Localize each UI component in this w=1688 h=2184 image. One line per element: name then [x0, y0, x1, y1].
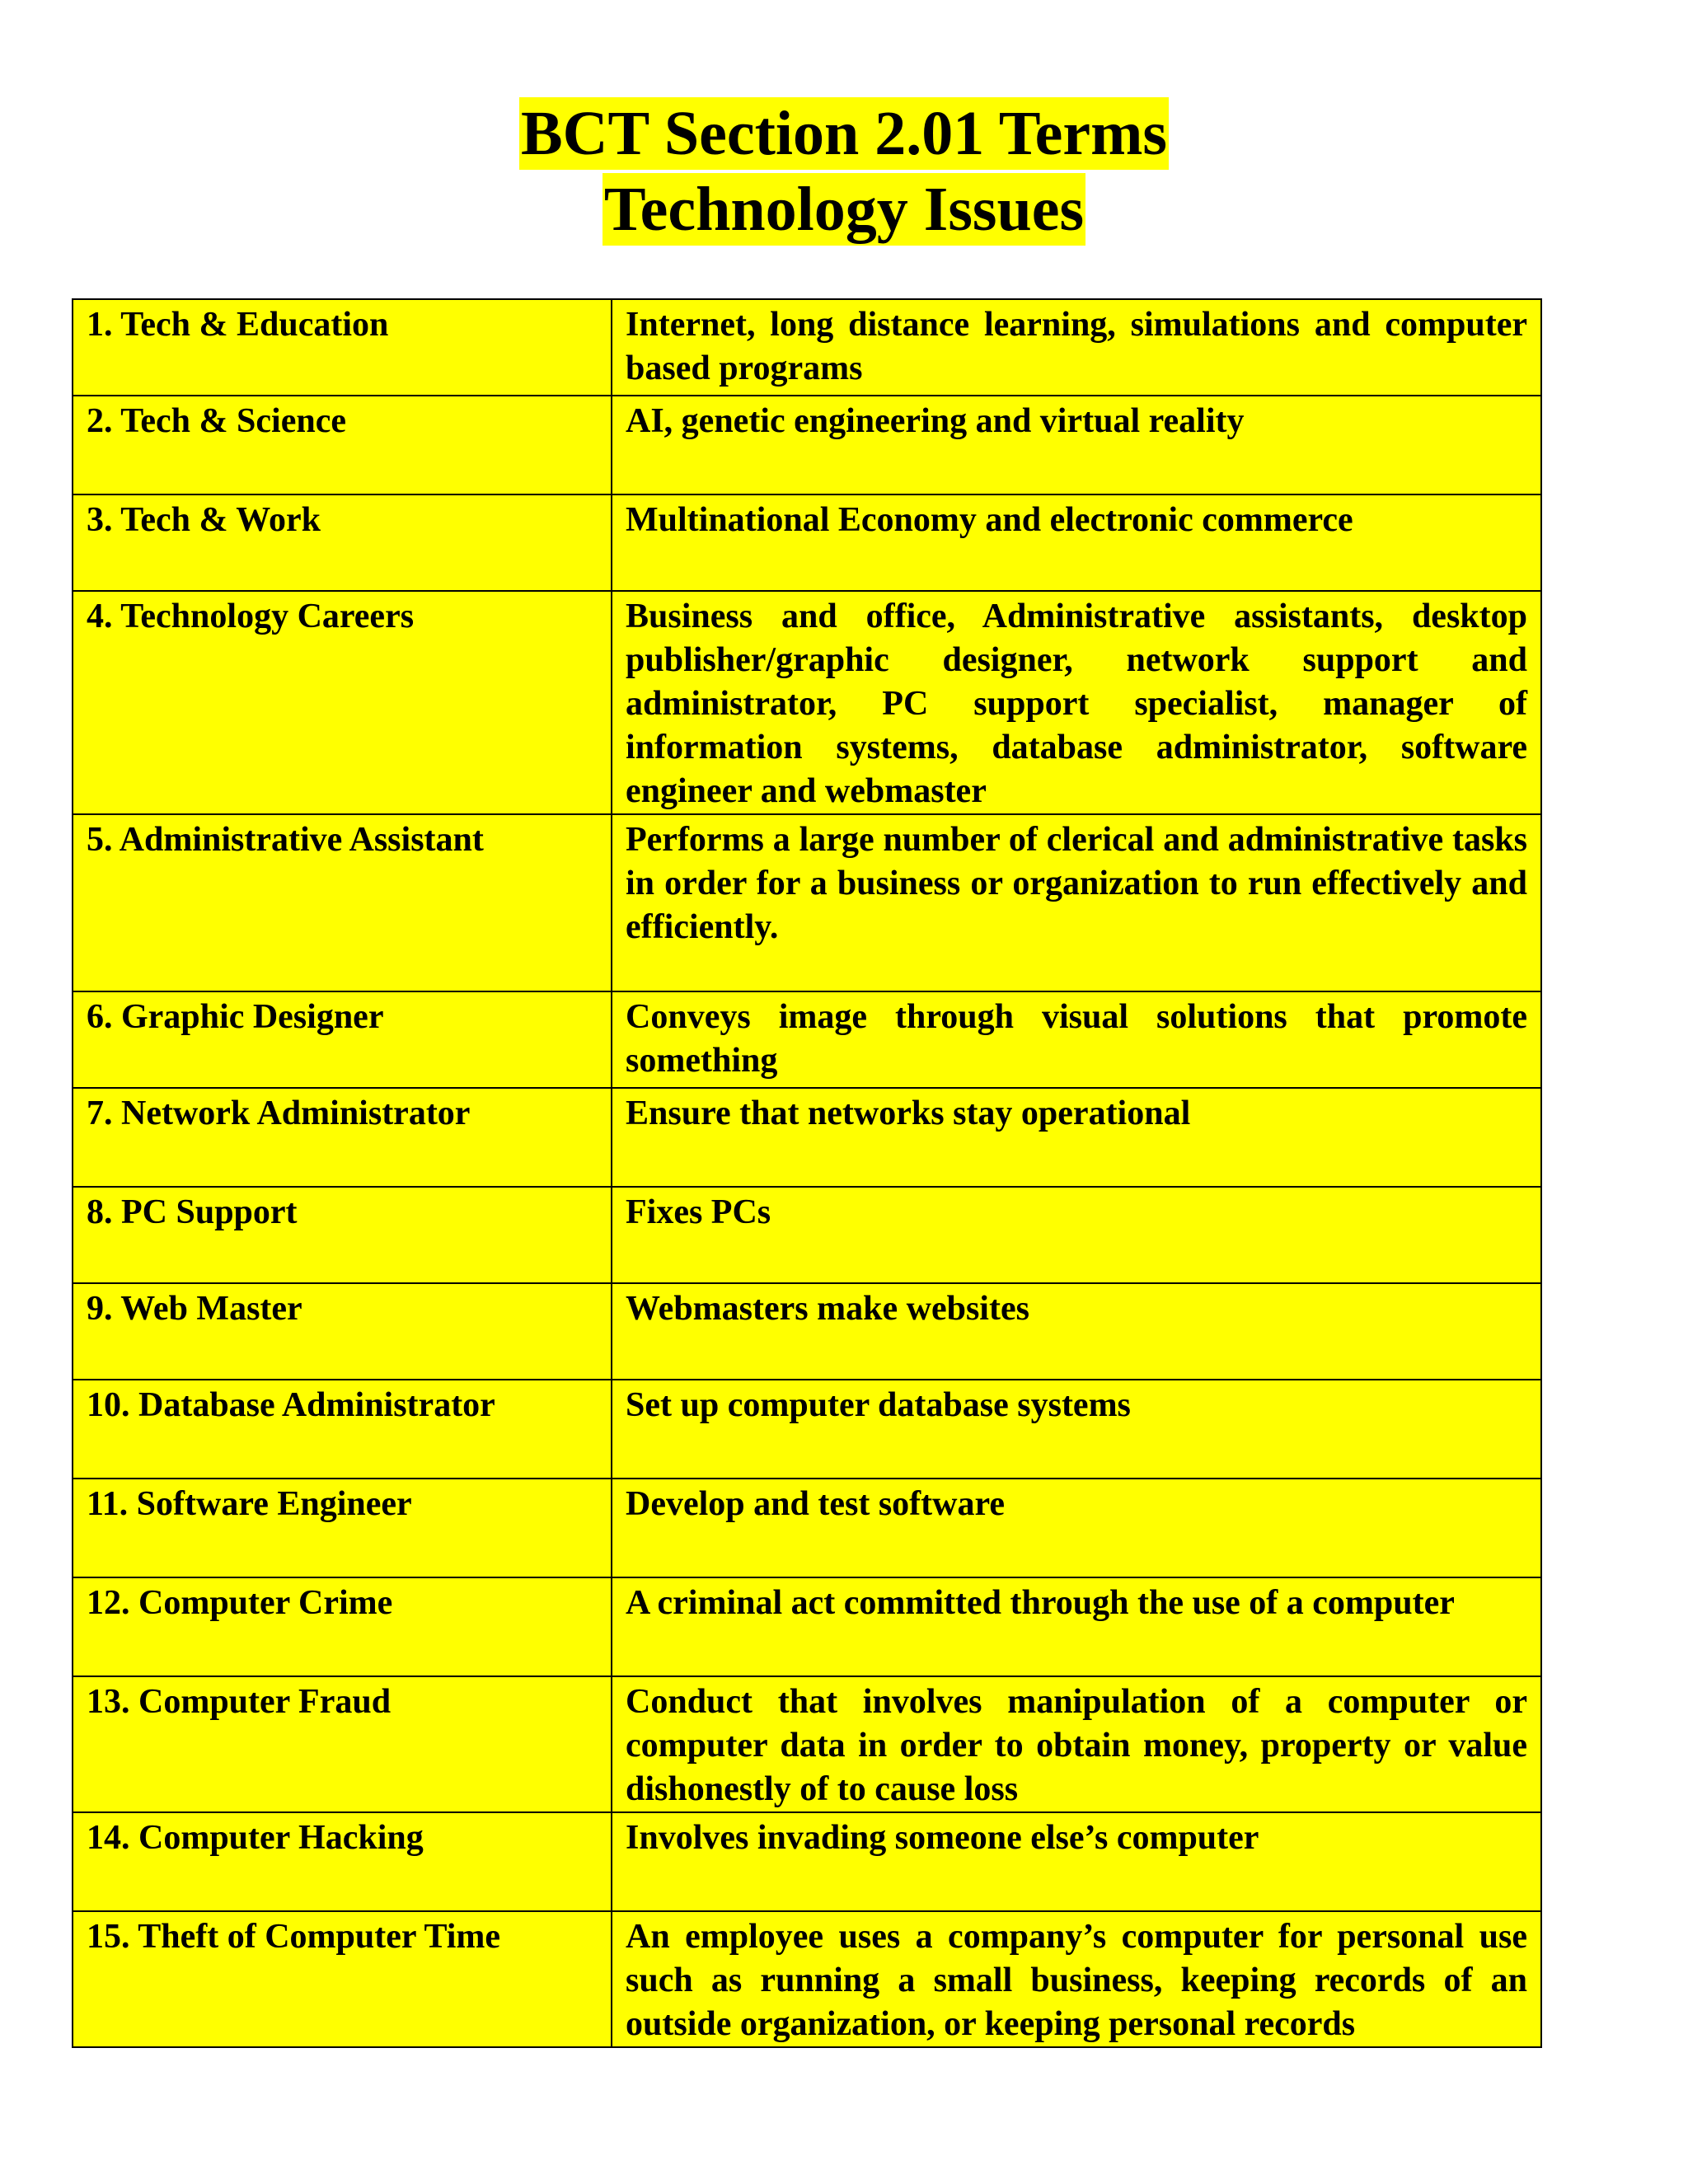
definition-cell: Ensure that networks stay operational [612, 1088, 1541, 1187]
table-row [73, 1088, 1541, 1187]
term-cell: 15. Theft of Computer Time [73, 1911, 612, 2047]
term-cell: 5. Administrative Assistant [73, 814, 612, 991]
term-cell: 10. Database Administrator [73, 1380, 612, 1479]
definition-cell: Set up computer database systems [612, 1380, 1541, 1479]
table-row [73, 1479, 1541, 1577]
table-row [73, 494, 1541, 591]
definition-cell: Performs a large number of clerical and administrative tasks in order for a business or organization to run effectively and efficiently. [612, 814, 1541, 991]
definition-cell: Multinational Economy and electronic commerce [612, 494, 1541, 591]
term-cell: 14. Computer Hacking [73, 1812, 612, 1911]
table-row [73, 991, 1541, 1088]
term-cell: 2. Tech & Science [73, 396, 612, 494]
definition-cell: Fixes PCs [612, 1187, 1541, 1283]
definition-cell: Internet, long distance learning, simulations and computer based programs [612, 299, 1541, 396]
table-row [73, 1812, 1541, 1911]
definition-cell: Conduct that involves manipulation of a computer or computer data in order to obtain money, property or value dishonestly of to cause loss [612, 1676, 1541, 1812]
table-row [73, 1187, 1541, 1283]
term-cell: 3. Tech & Work [73, 494, 612, 591]
title-block [0, 97, 1688, 249]
term-cell: 12. Computer Crime [73, 1577, 612, 1676]
term-cell: 9. Web Master [73, 1283, 612, 1380]
definition-cell: Involves invading someone else’s computer [612, 1812, 1541, 1911]
definition-cell: Conveys image through visual solutions that promote something [612, 991, 1541, 1088]
page-title: BCT Section 2.01 Terms [520, 99, 1167, 168]
term-cell: 1. Tech & Education [73, 299, 612, 396]
definition-cell: AI, genetic engineering and virtual reality [612, 396, 1541, 494]
term-cell: 8. PC Support [73, 1187, 612, 1283]
table-row [73, 299, 1541, 396]
term-cell: 4. Technology Careers [73, 591, 612, 814]
definition-cell: A criminal act committed through the use of a computer [612, 1577, 1541, 1676]
definition-cell: Business and office, Administrative assistants, desktop publisher/graphic designer, network support and administrator, PC support specialist, manager of information systems, database administrator, software engineer and webmaster [612, 591, 1541, 814]
term-cell: 13. Computer Fraud [73, 1676, 612, 1812]
definition-cell: An employee uses a company’s computer for personal use such as running a small business, keeping records of an outside organization, or keeping personal records [612, 1911, 1541, 2047]
term-cell: 6. Graphic Designer [73, 991, 612, 1088]
table-row [73, 814, 1541, 991]
definition-cell: Develop and test software [612, 1479, 1541, 1577]
table-row [73, 1380, 1541, 1479]
term-cell: 11. Software Engineer [73, 1479, 612, 1577]
page-subtitle: Technology Issues [603, 175, 1085, 244]
table-row [73, 396, 1541, 494]
table-row [73, 1911, 1541, 2047]
table-row [73, 1283, 1541, 1380]
terms-table [72, 298, 1542, 2048]
table-row [73, 1676, 1541, 1812]
term-cell: 7. Network Administrator [73, 1088, 612, 1187]
definition-cell: Webmasters make websites [612, 1283, 1541, 1380]
table-row [73, 591, 1541, 814]
table-row [73, 1577, 1541, 1676]
